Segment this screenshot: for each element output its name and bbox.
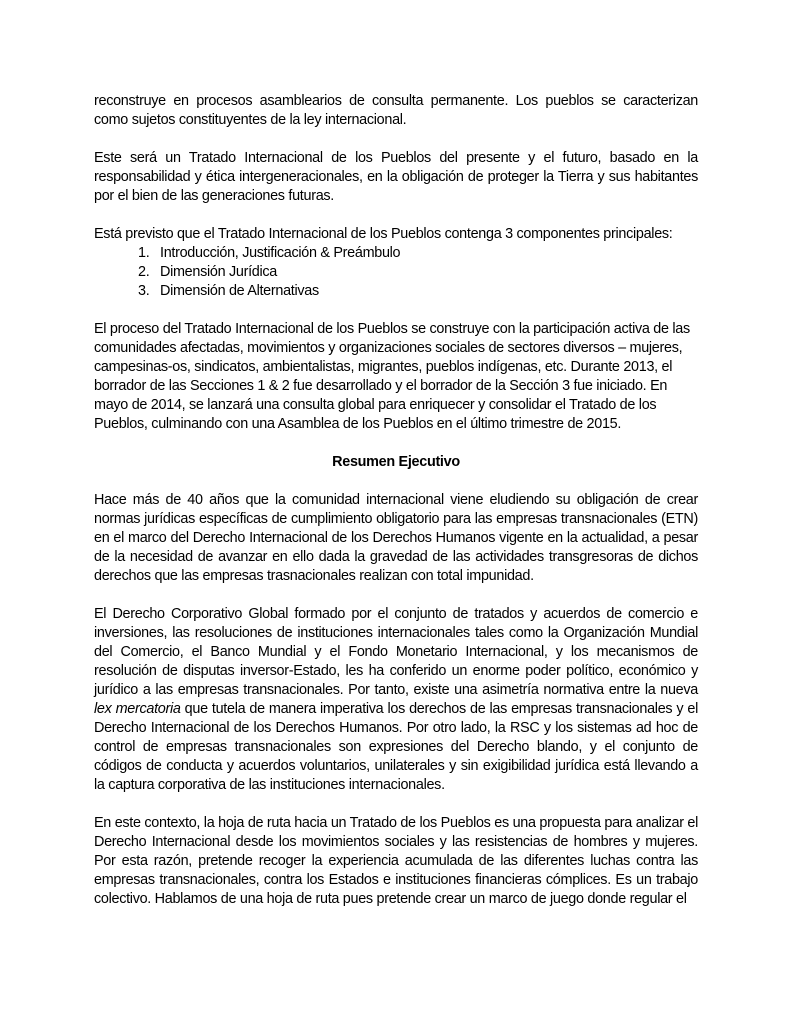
list-item-number: 1. [138,245,150,261]
list-item-number: 3. [138,283,150,299]
paragraph-components-intro: Está previsto que el Tratado Internacional de los Pueblos contenga 3 componentes principales: [94,226,673,242]
components-list [94,244,698,301]
list-item [138,263,698,282]
paragraph-treaty-description: Este será un Tratado Internacional de los Pueblos del presente y el futuro, basado en la responsabilidad y ética intergeneracionales, en la obligación de proteger la Tierra y sus habitantes por el bien de las generaciones futuras. [94,150,698,204]
list-item-label: Dimensión Jurídica [160,264,277,280]
list-item-label: Introducción, Justificación & Preámbulo [160,245,401,261]
list-item [138,244,698,263]
paragraph-process: El proceso del Tratado Internacional de los Pueblos se construye con la participación activa de las comunidades afectadas, movimientos y organizaciones sociales de sectores diversos – mujeres, campesinas-os, sindicatos, ambientalistas, migrantes, pueblos indígenas, etc. Durante 2013, el borrador de las Secciones 1 & 2 fue desarrollado y el borrador de la Sección 3 fue iniciado. En mayo de 2014, se lanzará una consulta global para enriquecer y consolidar el Tratado de los Pueblos, culminando con una Asamblea de los Pueblos en el último trimestre de 2015. [94,321,690,432]
paragraph-text: El Derecho Corporativo Global formado por el conjunto de tratados y acuerdos de comercio e inversiones, las resoluciones de instituciones internacionales tales como la Organización Mundial del Comercio, el Banco Mundial y el Fondo Monetario Internacional, y los mecanismos de resolución de disputas inversor-Estado, les ha conferido un enorme poder político, económico y jurídico a las empresas transnacionales. Por tanto, existe una asimetría normativa entre la nueva [94,606,698,698]
paragraph-executive-summary-3: En este contexto, la hoja de ruta hacia un Tratado de los Pueblos es una propuesta para analizar el Derecho Internacional desde los movimientos sociales y las resistencias de hombres y mujeres. Por esta razón, pretende recoger la experiencia acumulada de las diferentes luchas contra las empresas transnacionales, contra los Estados e instituciones financieras cómplices. Es un trabajo colectivo. Hablamos de una hoja de ruta pues pretende crear un marco de juego donde regular el [94,815,698,907]
paragraph-executive-summary-2 [94,605,698,795]
paragraph-executive-summary-1: Hace más de 40 años que la comunidad internacional viene eludiendo su obligación de crear normas jurídicas específicas de cumplimiento obligatorio para las empresas transnacionales (ETN) en el marco del Derecho Internacional de los Derechos Humanos vigente en la actualidad, a pesar de la necesidad de avanzar en ello dada la gravedad de las actividades transgresoras de dichos derechos que las empresas trasnacionales realizan con total impunidad. [94,492,698,584]
list-item-label: Dimensión de Alternativas [160,283,319,299]
list-item [138,282,698,301]
paragraph-intro-continuation: reconstruye en procesos asamblearios de consulta permanente. Los pueblos se caracterizan como sujetos constituyentes de la ley internacional. [94,93,698,128]
paragraph-text: que tutela de manera imperativa los derechos de las empresas transnacionales y el Derecho Internacional de los Derechos Humanos. Por otro lado, la RSC y los sistemas ad hoc de control de empresas transnacionales son expresiones del Derecho blando, y el conjunto de códigos de conducta y acuerdos voluntarios, unilaterales y sin exigibilidad jurídica está llevando a la captura corporativa de las instituciones internacionales. [94,701,698,793]
list-item-number: 2. [138,264,150,280]
section-heading: Resumen Ejecutivo [332,454,460,470]
document-page [94,92,698,909]
italic-term: lex mercatoria [94,701,181,717]
